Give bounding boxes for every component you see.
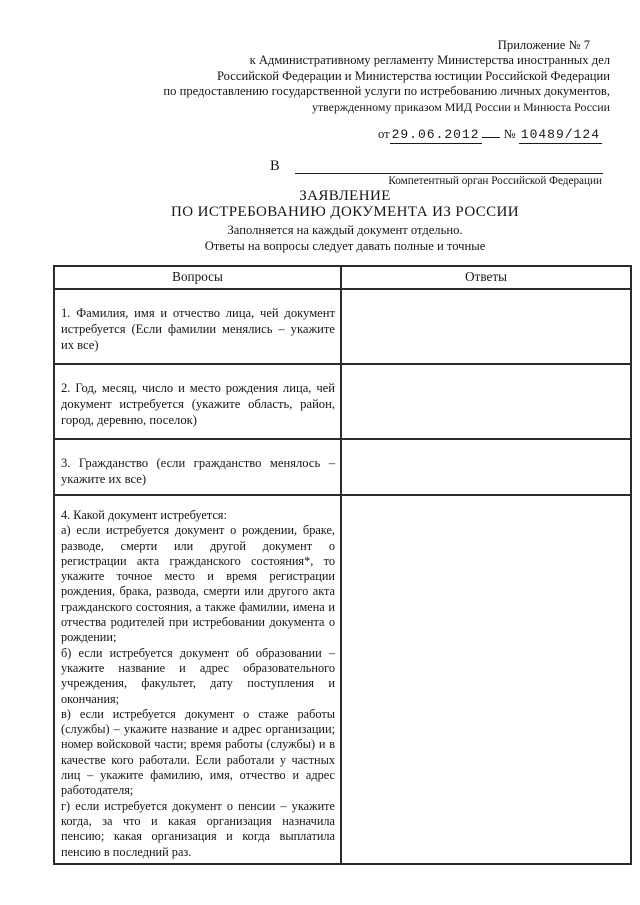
table-row-1 bbox=[54, 289, 631, 364]
document-subtitle: ПО ИСТРЕБОВАНИЮ ДОКУМЕНТА ИЗ РОССИИ bbox=[170, 204, 520, 220]
recipient-blank-field[interactable] bbox=[295, 158, 603, 174]
answer-cell-2[interactable] bbox=[341, 364, 631, 439]
table-row-4 bbox=[54, 495, 631, 864]
question-4-part-v: в) если истребуется документ о стаже работы (службы) – укажите название и адрес организации; номер войсковой части; время работы (службы) и в качестве кого работали. Если работали у частных лиц – укажите фамилию, имя, отчество и адрес работодателя; bbox=[61, 706, 335, 798]
appendix-block bbox=[60, 38, 610, 142]
question-4-part-g: г) если истребуется документ о пенсии – укажите когда, за что и какая организация назначила пенсию; какая организация и когда выплатила пенсию в последний раз. bbox=[61, 798, 335, 859]
question-4-part-a: а) если истребуется документ о рождении, браке, разводе, смерти или другой документ о регистрации акта гражданского состояния*, то укажите точное место и время регистрации рождения, брака, развода, смерти или другого акта гражданского состояния, а также фамилии, имена и отчества родителей при истребовании документа о рождении; bbox=[61, 523, 335, 645]
approval-number-label: № bbox=[503, 127, 516, 142]
title-block bbox=[50, 188, 640, 254]
question-cell-2: 2. Год, месяц, число и место рождения лица, чей документ истребуется (укажите область, район, город, деревню, поселок) bbox=[54, 364, 341, 439]
table-header-row bbox=[54, 266, 631, 289]
approval-blank-segment bbox=[482, 126, 500, 138]
answer-cell-3[interactable] bbox=[341, 439, 631, 495]
questions-table bbox=[53, 265, 632, 865]
document-title: ЗАЯВЛЕНИЕ bbox=[299, 188, 391, 204]
answers-column-header: Ответы bbox=[341, 266, 631, 289]
question-cell-3: 3. Гражданство (если гражданство менялось – укажите их все) bbox=[54, 439, 341, 495]
question-4-intro: 4. Какой документ истребуется: bbox=[61, 508, 227, 522]
approval-line bbox=[60, 126, 602, 142]
approval-date-value: 29.06.2012 bbox=[391, 127, 480, 143]
appendix-line: утвержденному приказом МИД России и Минюста России bbox=[311, 99, 610, 114]
recipient-prefix: В bbox=[270, 158, 280, 174]
questions-column-header: Вопросы bbox=[54, 266, 341, 289]
table-row-2 bbox=[54, 364, 631, 439]
approval-from-label: от bbox=[377, 127, 390, 142]
question-cell-4 bbox=[54, 495, 341, 864]
answer-cell-4[interactable] bbox=[341, 495, 631, 864]
appendix-number-line: Приложение № 7 bbox=[497, 38, 590, 52]
question-4-part-b: б) если истребуется документ об образовании – укажите название и адрес образовательного учреждения, факультет, дату поступления и окончания; bbox=[61, 645, 335, 706]
instruction-line-2: Ответы на вопросы следует давать полные и точные bbox=[204, 238, 486, 253]
answer-cell-1[interactable] bbox=[341, 289, 631, 364]
instruction-line-1: Заполняется на каждый документ отдельно. bbox=[227, 223, 463, 237]
appendix-line: к Административному регламенту Министерства иностранных дел bbox=[249, 53, 610, 68]
appendix-line: по предоставлению государственной услуги по истребованию личных документов, bbox=[163, 84, 610, 99]
approval-number-value: 10489/124 bbox=[520, 127, 600, 143]
appendix-line: Российской Федерации и Министерства юстиции Российской Федерации bbox=[216, 68, 610, 83]
recipient-line bbox=[270, 156, 603, 174]
recipient-caption: Компетентный орган Российской Федерации bbox=[388, 175, 602, 187]
question-cell-1: 1. Фамилия, имя и отчество лица, чей документ истребуется (Если фамилии менялись – укажите их все) bbox=[54, 289, 341, 364]
table-row-3 bbox=[54, 439, 631, 495]
